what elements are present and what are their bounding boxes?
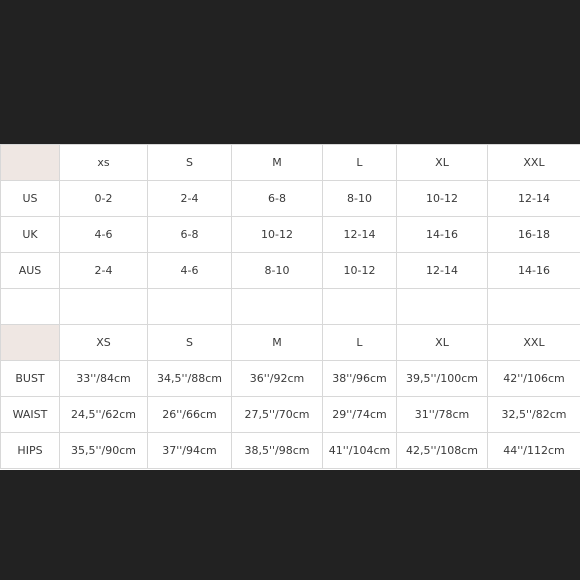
- table-cell: 26''/66cm: [148, 397, 232, 433]
- table-row: [1, 181, 580, 217]
- table-row: [1, 397, 580, 433]
- size-header-cell: XXL: [488, 325, 580, 361]
- table-cell: 8-10: [323, 181, 397, 217]
- empty-cell: [60, 289, 148, 325]
- table-cell: 37''/94cm: [148, 433, 232, 469]
- measurement-header-row: [1, 325, 580, 361]
- table-cell: 8-10: [232, 253, 323, 289]
- empty-cell: [1, 289, 60, 325]
- size-header-cell: XL: [397, 325, 488, 361]
- size-chart-table: [0, 144, 580, 469]
- size-header-cell: XXL: [488, 145, 580, 181]
- row-label-aus: AUS: [1, 253, 60, 289]
- corner-cell: [1, 325, 60, 361]
- blank-separator-row: [1, 289, 580, 325]
- empty-cell: [323, 289, 397, 325]
- table-cell: 0-2: [60, 181, 148, 217]
- table-cell: 29''/74cm: [323, 397, 397, 433]
- table-cell: 31''/78cm: [397, 397, 488, 433]
- table-cell: 12-14: [488, 181, 580, 217]
- table-cell: 2-4: [60, 253, 148, 289]
- table-cell: 6-8: [232, 181, 323, 217]
- table-cell: 2-4: [148, 181, 232, 217]
- table-cell: 10-12: [397, 181, 488, 217]
- corner-cell: [1, 145, 60, 181]
- size-header-cell: L: [323, 325, 397, 361]
- size-header-cell: L: [323, 145, 397, 181]
- table-cell: 6-8: [148, 217, 232, 253]
- table-row: [1, 253, 580, 289]
- table-cell: 14-16: [397, 217, 488, 253]
- table-cell: 38''/96cm: [323, 361, 397, 397]
- row-label-bust: BUST: [1, 361, 60, 397]
- size-header-cell: xs: [60, 145, 148, 181]
- row-label-uk: UK: [1, 217, 60, 253]
- size-chart-sheet: [0, 144, 580, 470]
- table-cell: 4-6: [148, 253, 232, 289]
- empty-cell: [232, 289, 323, 325]
- table-row: [1, 361, 580, 397]
- table-cell: 35,5''/90cm: [60, 433, 148, 469]
- row-label-waist: WAIST: [1, 397, 60, 433]
- table-cell: 42''/106cm: [488, 361, 580, 397]
- size-header-cell: S: [148, 325, 232, 361]
- size-header-cell: XL: [397, 145, 488, 181]
- table-cell: 12-14: [323, 217, 397, 253]
- size-header-cell: XS: [60, 325, 148, 361]
- size-header-cell: M: [232, 325, 323, 361]
- table-cell: 38,5''/98cm: [232, 433, 323, 469]
- table-cell: 41''/104cm: [323, 433, 397, 469]
- table-cell: 24,5''/62cm: [60, 397, 148, 433]
- table-cell: 32,5''/82cm: [488, 397, 580, 433]
- table-cell: 42,5''/108cm: [397, 433, 488, 469]
- conversion-header-row: [1, 145, 580, 181]
- table-cell: 4-6: [60, 217, 148, 253]
- table-row: [1, 217, 580, 253]
- table-cell: 14-16: [488, 253, 580, 289]
- empty-cell: [148, 289, 232, 325]
- table-cell: 10-12: [232, 217, 323, 253]
- row-label-hips: HIPS: [1, 433, 60, 469]
- size-header-cell: S: [148, 145, 232, 181]
- table-cell: 33''/84cm: [60, 361, 148, 397]
- table-cell: 44''/112cm: [488, 433, 580, 469]
- table-row: [1, 433, 580, 469]
- table-cell: 34,5''/88cm: [148, 361, 232, 397]
- table-cell: 36''/92cm: [232, 361, 323, 397]
- empty-cell: [397, 289, 488, 325]
- table-cell: 10-12: [323, 253, 397, 289]
- table-cell: 39,5''/100cm: [397, 361, 488, 397]
- table-cell: 27,5''/70cm: [232, 397, 323, 433]
- table-cell: 16-18: [488, 217, 580, 253]
- row-label-us: US: [1, 181, 60, 217]
- size-header-cell: M: [232, 145, 323, 181]
- table-cell: 12-14: [397, 253, 488, 289]
- empty-cell: [488, 289, 580, 325]
